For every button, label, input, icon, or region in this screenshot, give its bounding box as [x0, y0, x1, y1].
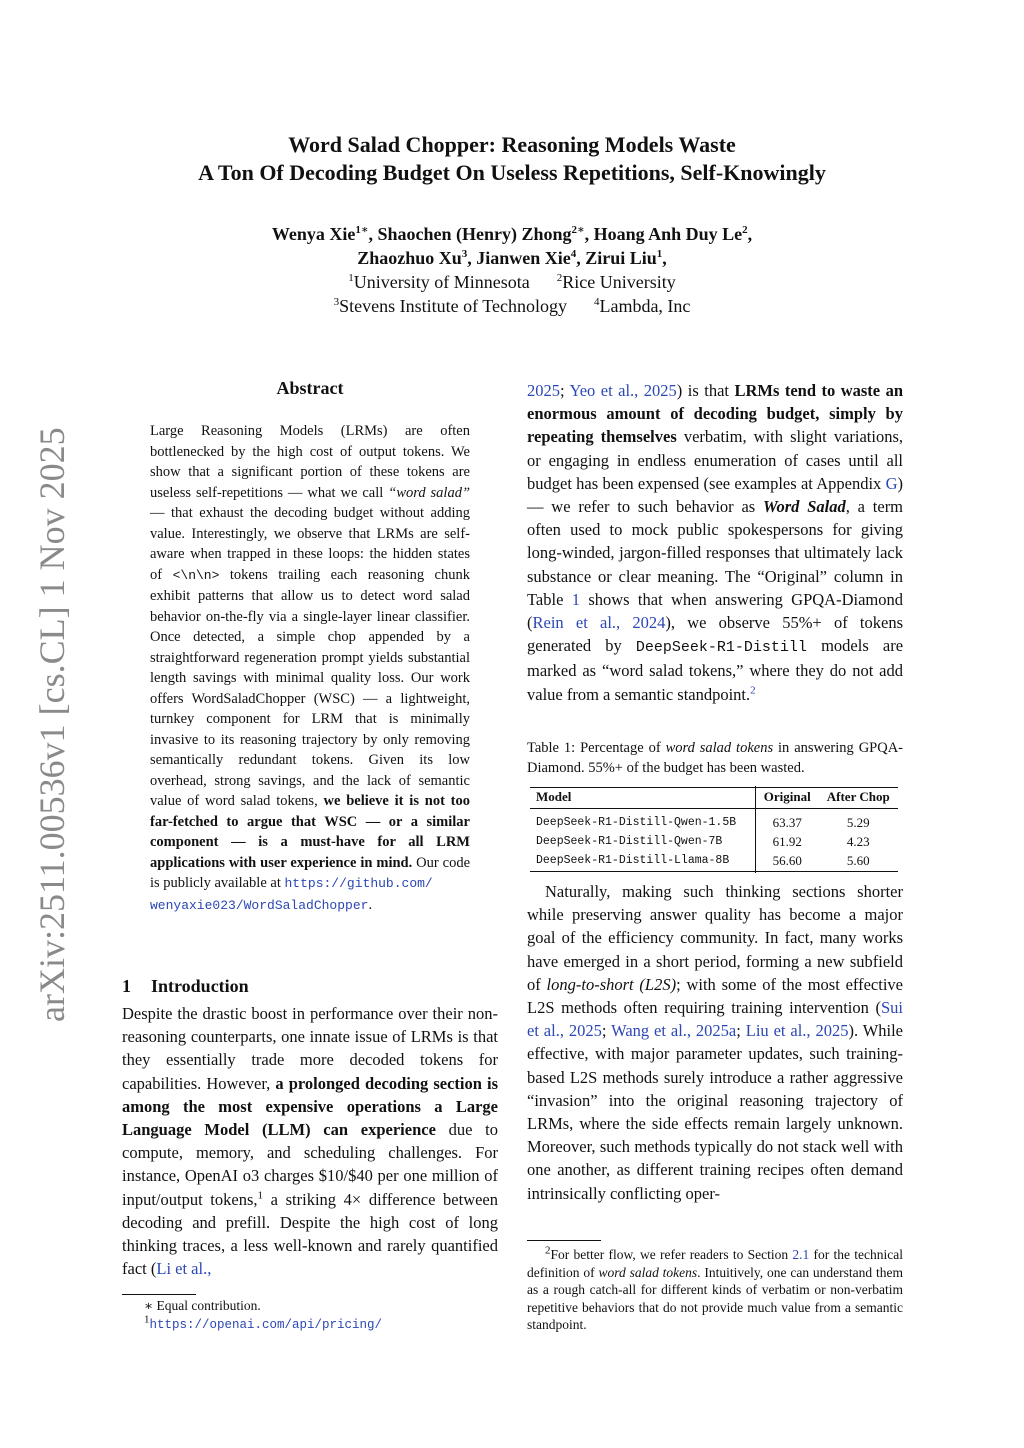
table-row	[530, 832, 898, 851]
caption-text: in answering GPQA-Diamond. 55%+ of the budget has been wasted.	[527, 740, 903, 776]
citation-link[interactable]: Li et al.,	[156, 1259, 212, 1279]
cell-after-chop: 4.23	[846, 834, 870, 849]
cell-original: 56.60	[772, 853, 802, 868]
author-affil-mark: 1∗	[355, 224, 369, 236]
footnote-rule	[122, 1294, 196, 1295]
abstract-bold-claim: we believe it is not too far-fetched to argue that WSC — or a similar component — is a must-have for all LRM applications with user experience in mind.	[150, 793, 471, 871]
affil-mark: 1	[348, 272, 354, 284]
footnote-mark: 2	[545, 1244, 551, 1257]
cell-model: DeepSeek-R1-Distill-Qwen-1.5B	[530, 809, 755, 833]
author-line-1: Wenya Xie$^{1∗}$, Shaochen (Henry) Zhong$^{2∗}$, Hoang Anh Duy Le$^2$,	[271, 224, 753, 244]
pricing-link[interactable]: https://openai.com/api/pricing/	[149, 1318, 383, 1332]
paper-title-line-1: Word Salad Chopper: Reasoning Models Waste	[288, 132, 736, 157]
caption-italic: word salad tokens	[665, 740, 774, 756]
l2s-paragraph	[527, 880, 903, 1205]
body-bold: a prolonged decoding section is among the most expensive operations a Large Language Model (LLM) can experience	[122, 1073, 499, 1140]
author-affil-mark: 2	[742, 224, 748, 236]
footnote-italic: word salad tokens	[598, 1264, 698, 1280]
body-text: Naturally, making such thinking sections shorter while preserving answer quality has become a major goal of the efficiency community. In fact, many works have emerged in a short period, forming a new subfield of	[527, 882, 903, 994]
citation-link[interactable]: Wang et al., 2025a	[611, 1021, 737, 1041]
body-text: due to compute, memory, and scheduling challenges. For instance, OpenAI o3 charges $10/$40 per one million of input/output tokens,	[122, 1120, 498, 1209]
affiliation: Stevens Institute of Technology	[339, 296, 567, 316]
col-header-model: Model	[530, 786, 755, 809]
body-text: ; with some of the most effective L2S methods often requiring training intervention (	[527, 974, 903, 1018]
citation-link[interactable]: Yeo et al.,	[569, 381, 639, 400]
abstract-text: Large Reasoning Models (LRMs) are often bottlenecked by the high cost of output tokens. We show that a significant portion of these tokens are useless self-repetitions — what we call	[150, 423, 470, 501]
table-row	[530, 809, 898, 833]
author-line-2: Zhaozhuo Xu$^3$, Jianwen Xie$^4$, Zirui Liu$^1$,	[357, 248, 667, 268]
affil-mark: 3	[333, 296, 340, 308]
table-ref-link[interactable]: 1	[571, 589, 580, 609]
body-bold: LRMs tend to waste an enormous amount of decoding budget, simply by repeating themselves	[527, 381, 904, 447]
table-row	[530, 851, 898, 873]
abstract-code-token: <\n\n>	[172, 567, 220, 583]
table-bottom-rule	[530, 871, 898, 872]
body-text: ), we observe 55%+ of tokens generated by	[527, 613, 903, 656]
citation-link[interactable]: Liu et al., 2025	[745, 1021, 849, 1041]
affil-mark: 4	[593, 296, 600, 308]
author-name: Jianwen Xie	[476, 248, 571, 268]
author-name: Hoang Anh Duy Le	[593, 224, 743, 244]
body-text: a striking 4× difference between decoding and prefill. Despite the high cost of long thinking traces, a less well-known and rarely quantified fact (	[122, 1189, 499, 1279]
section-number: 1	[122, 976, 131, 996]
body-bold-italic: Word Salad	[763, 497, 846, 517]
author-affil-mark: 2∗	[571, 224, 585, 236]
footnote-1	[122, 1315, 520, 1334]
footnote-equal-contribution: ∗ Equal contribution.	[144, 1298, 261, 1313]
body-text: shows that when answering GPQA-Diamond (	[527, 589, 903, 633]
footnote-rule	[527, 1240, 601, 1241]
table-caption	[527, 738, 903, 778]
cell-after-chop: 5.29	[846, 815, 870, 830]
footnote-mark[interactable]: 2	[750, 684, 756, 697]
intro-paragraph	[122, 1002, 498, 1280]
code-link-part[interactable]: wenyaxie023/WordSaladChopper	[150, 897, 369, 913]
affiliation: University of Minnesota	[353, 272, 530, 292]
affiliation-line-1	[0, 270, 1024, 294]
section-ref-link[interactable]: 2.1	[792, 1247, 810, 1262]
body-text: Despite the drastic boost in performance over their non-reasoning counterparts, one innate issue of LRMs is that they essentially trade more decoded tokens for capabilities. However,	[122, 1004, 498, 1093]
abstract-text: Our code is publicly available at	[150, 854, 470, 891]
author-name: Zirui Liu	[585, 248, 657, 268]
cell-original: 61.92	[772, 834, 802, 849]
citation-link[interactable]: Sui et al., 2025	[527, 998, 903, 1041]
affiliation: Rice University	[562, 272, 676, 292]
footnote-text: . Intuitively, one can understand them as a rough catch-all for different kinds of verbatim or non-verbatim repetitive behaviors that do not provide much value from a semantic standpoint.	[527, 1264, 904, 1332]
citation-link[interactable]: 2025	[527, 381, 560, 400]
citation-link[interactable]: 2025	[643, 381, 677, 400]
body-text: , a term often used to mock public spokespersons for giving long-winded, jargon-filled responses that ultimately lack substance or clear meaning. The “Original” column in Table	[527, 497, 904, 609]
author-affil-mark: 4	[570, 248, 577, 260]
cell-after-chop: 5.60	[846, 853, 870, 868]
footnote-2	[527, 1246, 903, 1334]
abstract-body	[150, 421, 470, 916]
body-text: verbatim, with slight variations, or engaging in endless enumeration of cases until all budget has been expensed (see examples at Appendix	[527, 427, 904, 493]
paper-title-line-2: A Ton Of Decoding Budget On Useless Repetitions, Self-Knowingly	[198, 160, 826, 185]
body-text: ) — we refer to such behavior as	[527, 473, 904, 517]
body-text: ;	[560, 381, 570, 400]
footnote-mark: 1	[144, 1313, 150, 1326]
footnote-mark[interactable]: 1	[257, 1189, 264, 1202]
author-name: Wenya Xie	[271, 224, 356, 244]
intro-paragraph-continued	[527, 379, 903, 706]
author-name: Zhaozhuo Xu	[357, 248, 462, 268]
body-text: ;	[601, 1021, 612, 1041]
caption-text: Table 1: Percentage of	[527, 740, 661, 756]
body-text: ;	[736, 1021, 746, 1041]
body-text: ) is that	[676, 381, 729, 400]
body-italic: long-to-short (L2S)	[546, 974, 677, 994]
abstract-heading: Abstract	[276, 378, 344, 398]
author-affil-mark: 3	[461, 248, 468, 260]
author-affil-mark: 1	[656, 248, 663, 260]
affil-mark: 2	[556, 272, 563, 284]
affiliation-line-2	[0, 294, 1024, 318]
body-text: ). While effective, with major parameter updates, such training-based L2S methods surely introduce a rather aggressive “invasion” into the original reasoning trajectory of LRMs, where the side effects remain largely unknown. Moreover, such methods typically do not stack well with one another, as different training recipes often demand intrinsically conflicting oper-	[527, 1021, 904, 1203]
author-name: Shaochen (Henry) Zhong	[377, 224, 572, 244]
citation-link[interactable]: Rein et al., 2024	[532, 613, 666, 633]
abstract-italic-term: “word salad”	[388, 484, 471, 501]
col-header-after-chop: After Chop	[819, 786, 899, 809]
body-code: DeepSeek-R1-Distill	[635, 639, 807, 657]
col-header-original: Original	[755, 786, 818, 809]
footnote-text: For better flow, we refer readers to Section	[550, 1247, 789, 1262]
cell-model: DeepSeek-R1-Distill-Qwen-7B	[530, 832, 755, 851]
affiliation: Lambda, Inc	[599, 296, 691, 316]
table-header-row	[530, 786, 898, 809]
footnote-text: for the technical definition of	[527, 1247, 903, 1280]
abstract-text: .	[368, 896, 373, 913]
body-text: models are marked as “word salad tokens,” where they do not add value from a semantic standpoint.	[527, 636, 904, 704]
appendix-ref-link[interactable]: G	[885, 473, 898, 493]
abstract-text: tokens trailing each reasoning chunk exhibit patterns that allow us to detect word salad behavior on-the-fly via a single-layer linear classifier. Once detected, a simple chop appended by a straightforward regeneration prompt yields substantial length savings with minimal quality loss. Our work offers WordSaladChopper (WSC) — a lightweight, turnkey component for LRM that is minimally invasive to its reasoning trajectory by only removing semantically redundant tokens. Given its low overhead, strong savings, and the lack of semantic value of word salad tokens,	[150, 566, 470, 809]
section-heading	[122, 976, 249, 997]
abstract-text: — that exhaust the decoding budget without adding value. Interestingly, we observe that LRMs are self-aware when trapped in these loops: the hidden states of	[150, 505, 470, 583]
section-title: Introduction	[151, 976, 249, 996]
word-salad-table	[530, 786, 898, 873]
cell-original: 63.37	[772, 815, 802, 830]
arxiv-stamp: arXiv:2511.00536v1 [cs.CL] 1 Nov 2025	[32, 427, 72, 1022]
cell-model: DeepSeek-R1-Distill-Llama-8B	[530, 851, 755, 873]
code-link-part[interactable]: https://github.com/	[284, 876, 433, 891]
